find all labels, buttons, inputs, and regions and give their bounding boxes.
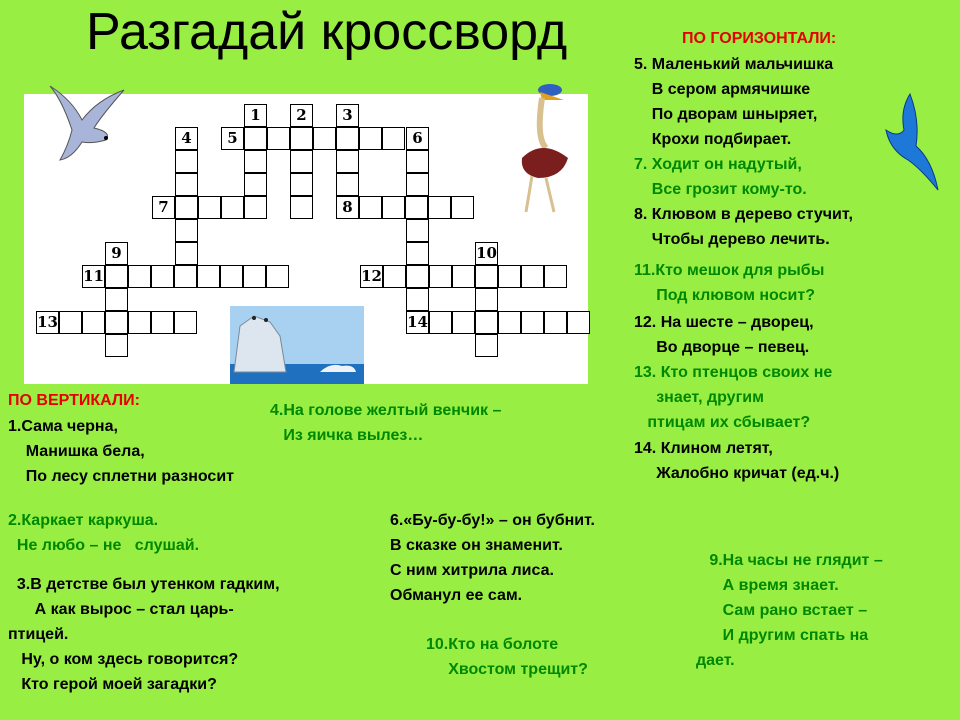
- crossword-cell[interactable]: [105, 288, 128, 311]
- clue-clue6: [390, 508, 595, 608]
- clue-line: В сказке он знаменит.: [390, 537, 563, 554]
- clue-clue9: [696, 548, 883, 673]
- clue-line: Из яичка вылез…: [270, 427, 424, 444]
- crossword-cell[interactable]: [151, 311, 174, 334]
- clue-line: 1.Сама черна,: [8, 418, 118, 435]
- crossword-cell[interactable]: [220, 265, 243, 288]
- clue-line: И другим спать на: [696, 627, 869, 644]
- crossword-cell[interactable]: [429, 311, 452, 334]
- crossword-cell[interactable]: [82, 311, 105, 334]
- dove-icon: [42, 80, 132, 170]
- crossword-panel: [24, 94, 588, 384]
- clue-line: Обманул ее сам.: [390, 587, 523, 604]
- crossword-cell[interactable]: [105, 334, 128, 357]
- clue-line: 5. Маленький мальчишка: [634, 56, 834, 73]
- crossword-cell[interactable]: [243, 265, 266, 288]
- crossword-cell[interactable]: [175, 196, 198, 219]
- clue-line: 11.Кто мешок для рыбы: [634, 262, 825, 279]
- crossword-cell[interactable]: [406, 265, 429, 288]
- clue-line: 9.На часы не глядит –: [696, 552, 883, 569]
- crossword-cell[interactable]: [475, 334, 498, 357]
- crossword-cell[interactable]: [105, 311, 128, 334]
- clue-line: 8. Клювом в дерево стучит,: [634, 206, 853, 223]
- crossword-cell[interactable]: [359, 127, 382, 150]
- crossword-cell[interactable]: [406, 242, 429, 265]
- clue-clue13: [634, 360, 832, 435]
- clue-line: Хвостом трещит?: [426, 661, 588, 678]
- clue-line: 4.На голове желтый венчик –: [270, 402, 502, 419]
- crossword-cell[interactable]: [498, 311, 521, 334]
- crossword-cell[interactable]: [290, 150, 313, 173]
- crossword-cell[interactable]: [313, 127, 336, 150]
- crossword-cell[interactable]: [567, 311, 590, 334]
- grid-number-7: 7: [158, 198, 169, 216]
- crossword-cell[interactable]: [290, 127, 313, 150]
- clue-line: птицей.: [8, 626, 69, 643]
- clue-line: знает, другим: [634, 389, 764, 406]
- crossword-cell[interactable]: [452, 265, 475, 288]
- clue-line: Ну, о ком здесь говорится?: [8, 651, 239, 668]
- grid-number-14: 14: [407, 313, 428, 331]
- clue-line: 12. На шесте – дворец,: [634, 314, 814, 331]
- clue-line: Все грозит кому-то.: [634, 181, 807, 198]
- crossword-cell[interactable]: [198, 196, 221, 219]
- crossword-cell[interactable]: [336, 173, 359, 196]
- clue-line: Манишка бела,: [8, 443, 145, 460]
- grid-number-9: 9: [111, 244, 122, 262]
- crossword-cell[interactable]: [266, 265, 289, 288]
- crossword-cell[interactable]: [244, 127, 267, 150]
- grid-number-10: 10: [476, 244, 497, 262]
- crossword-cell[interactable]: [382, 196, 405, 219]
- horizontal-heading: ПО ГОРИЗОНТАЛИ:: [682, 30, 837, 47]
- crossword-cell[interactable]: [244, 150, 267, 173]
- crossword-cell[interactable]: [406, 288, 429, 311]
- grid-number-2: 2: [296, 106, 307, 124]
- crossword-cell[interactable]: [521, 265, 544, 288]
- clue-line: Во дворце – певец.: [634, 339, 810, 356]
- crossword-cell[interactable]: [175, 219, 198, 242]
- clue-clue14: [634, 436, 839, 486]
- crossword-cell[interactable]: [244, 173, 267, 196]
- clue-line: По дворам шныряет,: [634, 106, 818, 123]
- clue-clue3: [8, 572, 280, 697]
- clue-clue10: [426, 632, 588, 682]
- clue-line: В сером армячишке: [634, 81, 811, 98]
- page-title: Разгадай кроссворд: [86, 3, 568, 61]
- clue-line: А время знает.: [696, 577, 839, 594]
- crossword-cell[interactable]: [452, 311, 475, 334]
- crossword-cell[interactable]: [175, 150, 198, 173]
- crossword-cell[interactable]: [59, 311, 82, 334]
- grid-number-6: 6: [412, 129, 423, 147]
- crossword-cell[interactable]: [475, 288, 498, 311]
- crossword-cell[interactable]: [498, 265, 521, 288]
- crossword-cell[interactable]: [406, 173, 429, 196]
- grid-number-4: 4: [181, 129, 192, 147]
- grid-number-5: 5: [227, 129, 238, 147]
- crossword-cell[interactable]: [244, 196, 267, 219]
- clue-line: Не любо – не слушай.: [8, 537, 200, 554]
- clue-line: А как вырос – стал царь-: [8, 601, 234, 618]
- clue-clue8: [634, 202, 853, 252]
- clue-line: 14. Клином летят,: [634, 440, 773, 457]
- clue-line: Жалобно кричат (ед.ч.): [634, 465, 840, 482]
- ostrich-icon: [502, 78, 586, 218]
- crossword-cell[interactable]: [175, 242, 198, 265]
- clue-clue4: [270, 398, 501, 448]
- crossword-cell[interactable]: [105, 265, 128, 288]
- crossword-cell[interactable]: [174, 265, 197, 288]
- clue-clue2: [8, 508, 199, 558]
- grid-number-8: 8: [342, 198, 353, 216]
- polar-scene-image: [230, 306, 364, 384]
- crossword-cell[interactable]: [406, 150, 429, 173]
- clue-line: 7. Ходит он надутый,: [634, 156, 802, 173]
- crossword-cell[interactable]: [290, 196, 313, 219]
- crossword-cell[interactable]: [151, 265, 174, 288]
- clue-line: птицам их сбывает?: [634, 414, 811, 431]
- crossword-cell[interactable]: [128, 311, 151, 334]
- crossword-cell[interactable]: [197, 265, 220, 288]
- clue-clue12: [634, 310, 814, 360]
- clue-line: По лесу сплетни разносит: [8, 468, 234, 485]
- grid-number-1: 1: [250, 106, 261, 124]
- grid-number-13: 13: [37, 313, 58, 331]
- crossword-cell[interactable]: [406, 219, 429, 242]
- crossword-cell[interactable]: [359, 196, 382, 219]
- crossword-cell[interactable]: [336, 150, 359, 173]
- crossword-cell[interactable]: [174, 311, 197, 334]
- grid-number-11: 11: [83, 267, 104, 285]
- clue-clue7: [634, 152, 807, 202]
- crossword-cell[interactable]: [128, 265, 151, 288]
- crossword-cell[interactable]: [175, 173, 198, 196]
- crossword-cell[interactable]: [521, 311, 544, 334]
- clue-line: С ним хитрила лиса.: [390, 562, 554, 579]
- clue-clue1: [8, 414, 234, 489]
- clue-clue5: [634, 52, 833, 152]
- clue-line: 10.Кто на болоте: [426, 636, 559, 653]
- clue-line: 3.В детстве был утенком гадким,: [8, 576, 280, 593]
- clue-line: 6.«Бу-бу-бу!» – он бубнит.: [390, 512, 595, 529]
- crossword-cell[interactable]: [544, 265, 567, 288]
- clue-line: 13. Кто птенцов своих не: [634, 364, 833, 381]
- clue-line: Чтобы дерево лечить.: [634, 231, 830, 248]
- crossword-cell[interactable]: [336, 127, 359, 150]
- grid-number-12: 12: [361, 267, 382, 285]
- crossword-cell[interactable]: [451, 196, 474, 219]
- grid-number-3: 3: [342, 106, 353, 124]
- clue-line: 2.Каркает каркуша.: [8, 512, 159, 529]
- vertical-heading: ПО ВЕРТИКАЛИ:: [8, 392, 140, 409]
- clue-line: Сам рано встает –: [696, 602, 868, 619]
- crossword-cell[interactable]: [475, 311, 498, 334]
- crossword-cell[interactable]: [221, 196, 244, 219]
- crossword-cell[interactable]: [544, 311, 567, 334]
- crossword-cell[interactable]: [290, 173, 313, 196]
- crossword-cell[interactable]: [383, 265, 406, 288]
- clue-line: Крохи подбирает.: [634, 131, 792, 148]
- clue-clue11: [634, 258, 824, 308]
- clue-line: Под клювом носит?: [634, 287, 815, 304]
- crossword-cell[interactable]: [267, 127, 290, 150]
- crossword-cell[interactable]: [428, 196, 451, 219]
- crossword-cell[interactable]: [475, 265, 498, 288]
- crossword-cell[interactable]: [429, 265, 452, 288]
- clue-line: Кто герой моей загадки?: [8, 676, 217, 693]
- crossword-cell[interactable]: [405, 196, 428, 219]
- clue-line: дает.: [696, 652, 735, 669]
- blue-bird-icon: [880, 90, 942, 200]
- crossword-cell[interactable]: [382, 127, 405, 150]
